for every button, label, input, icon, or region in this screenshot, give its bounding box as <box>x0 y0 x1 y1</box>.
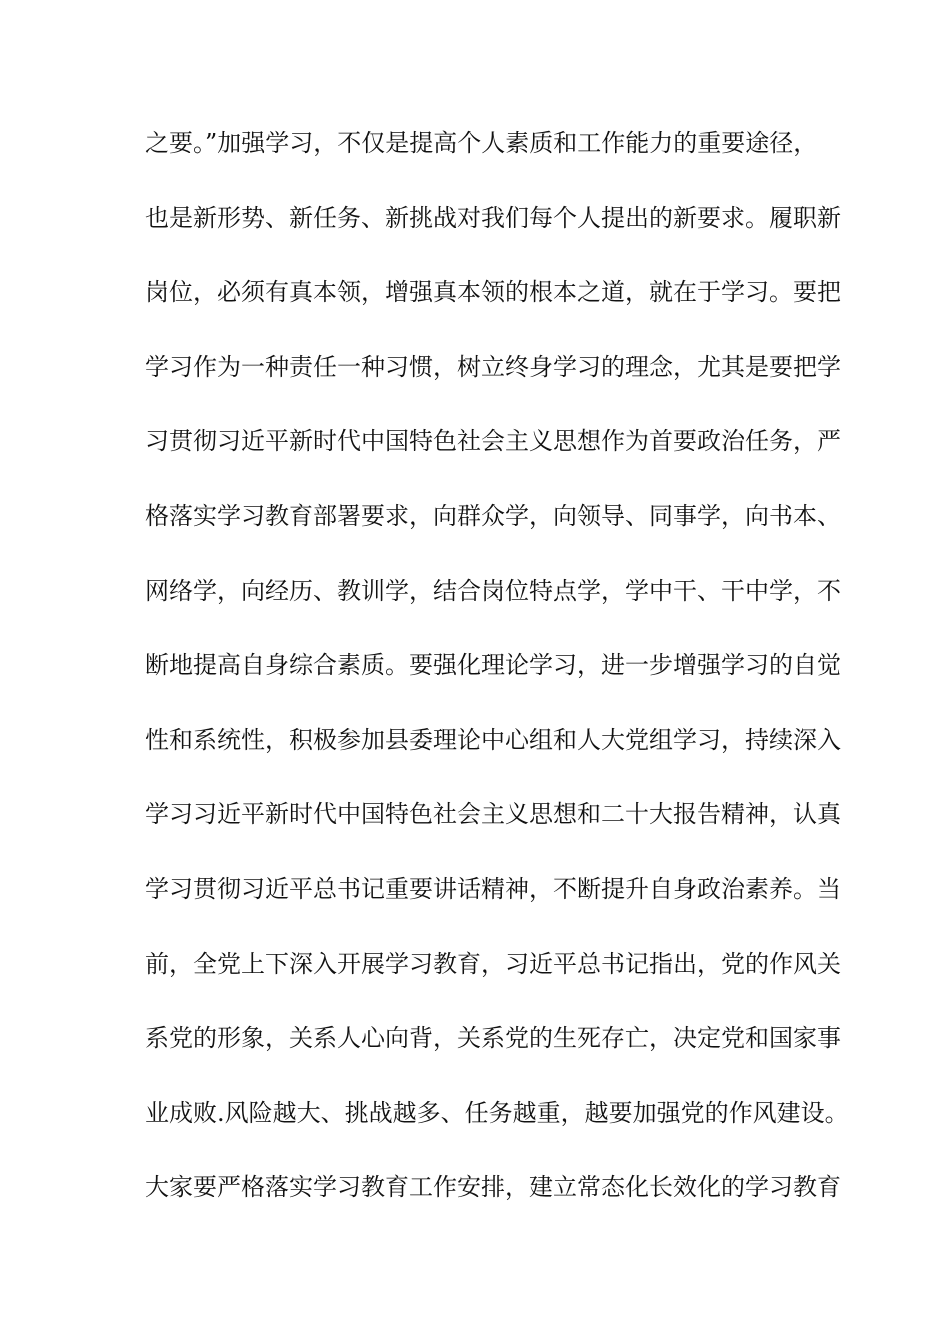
body-paragraph <box>145 106 849 1225</box>
text-line: 格落实学习教育部署要求，向群众学，向领导、同事学，向书本、 <box>145 501 841 530</box>
text-line: 系党的形象，关系人心向背，关系党的生死存亡，决定党和国家事 <box>145 1024 841 1053</box>
text-line: 性和系统性，积极参加县委理论中心组和人大党组学习，持续深入 <box>145 725 841 754</box>
text-line: 学习贯彻习近平总书记重要讲话精神，不断提升自身政治素养。当 <box>145 874 841 903</box>
text-line: 前，全党上下深入开展学习教育，习近平总书记指出，党的作风关 <box>145 949 841 978</box>
text-line: 网络学，向经历、教训学，结合岗位特点学，学中干、干中学，不 <box>145 576 841 605</box>
text-line: 学习作为一种责任一种习惯，树立终身学习的理念，尤其是要把学 <box>145 352 841 381</box>
text-line: 习贯彻习近平新时代中国特色社会主义思想作为首要政治任务，严 <box>145 427 841 456</box>
text-line: 业成败.风险越大、挑战越多、任务越重，越要加强党的作风建设。 <box>145 1098 849 1127</box>
text-line: 岗位，必须有真本领，增强真本领的根本之道，就在于学习。要把 <box>145 278 841 307</box>
text-line: 也是新形势、新任务、新挑战对我们每个人提出的新要求。履职新 <box>145 203 841 232</box>
text-line: 大家要严格落实学习教育工作安排，建立常态化长效化的学习教育 <box>145 1173 841 1202</box>
text-line: 断地提高自身综合素质。要强化理论学习，进一步增强学习的自觉 <box>145 651 841 680</box>
text-line: 之要。”加强学习，不仅是提高个人素质和工作能力的重要途径， <box>145 129 818 157</box>
text-line: 学习习近平新时代中国特色社会主义思想和二十大报告精神，认真 <box>145 800 841 829</box>
